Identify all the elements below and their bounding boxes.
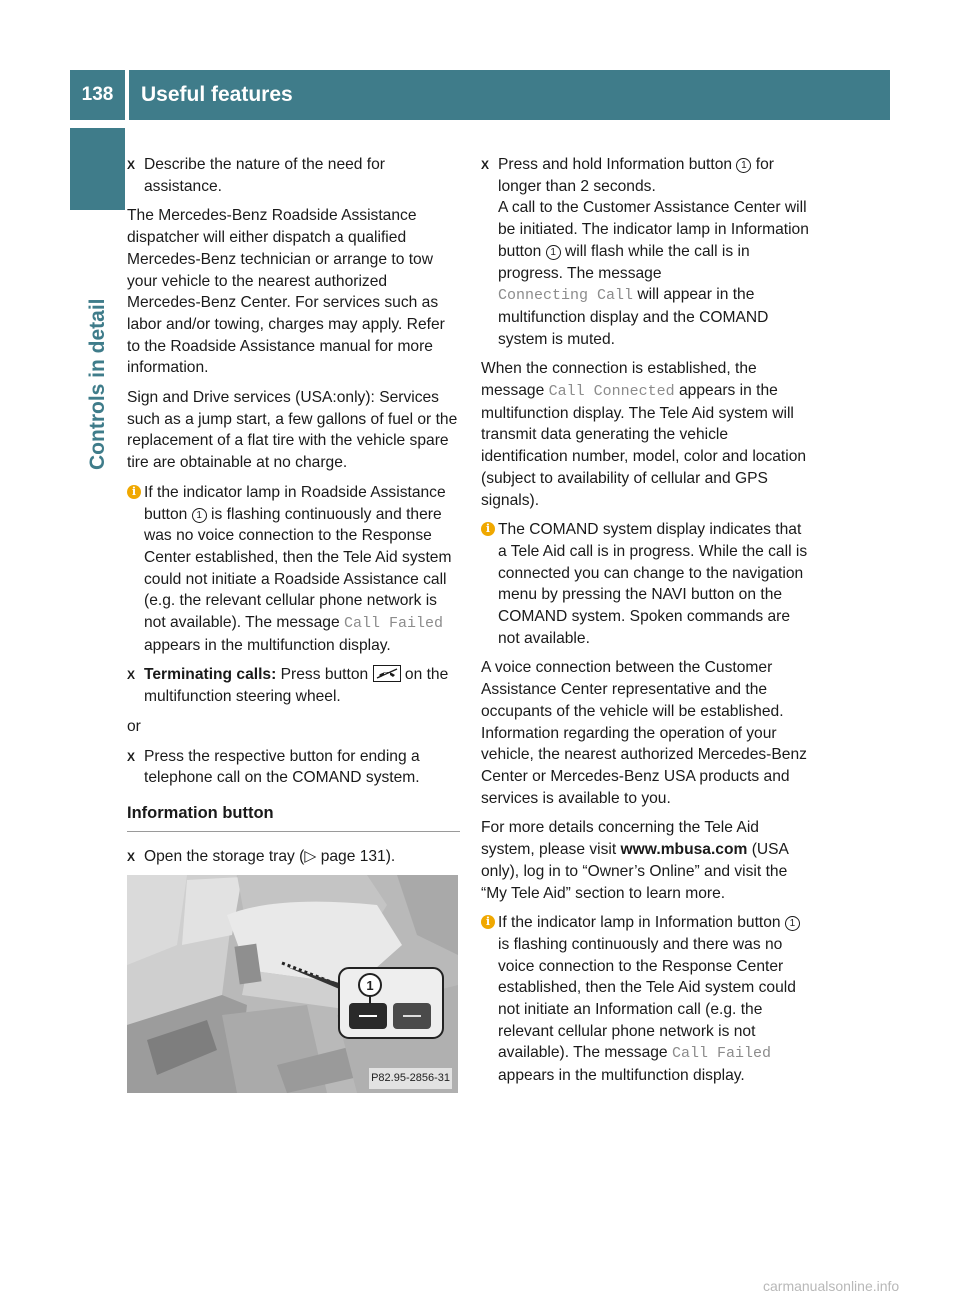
hang-up-icon (373, 665, 401, 682)
display-message: Connecting Call (498, 287, 634, 305)
page-ref-arrow-icon: ▷ (304, 847, 321, 865)
instruction-step: X Press the respective button for ending a telephone call on the COMAND system. (127, 747, 420, 787)
storage-tray-illustration (127, 875, 458, 1093)
display-message: Call Failed (671, 1045, 771, 1063)
instruction-step: X Terminating calls: Press button on the multifunction steering wheel. (127, 666, 449, 706)
display-message: Call Failed (343, 615, 443, 633)
paragraph: Sign and Drive services (USA:only): Services such as a jump start, a few gallons of fuel or the replacement of a flat tire with the vehicle spare tire are obtainable at no charge. (127, 389, 458, 472)
info-note: i If the indicator lamp in Information button 1 is flashing continuously and there was no voice connection to the Response Center established, then the Tele Aid system could not initiate an Information call (e.g. the relevant cellular phone network is not available). The message Call Failed appears in the multifunction display. (481, 912, 814, 1087)
storage-tray-figure (127, 875, 458, 1093)
marker-1-icon: 1 (546, 245, 561, 260)
section-heading: Information button (127, 803, 460, 832)
info-note: i The COMAND system display indicates that a Tele Aid call is in progress. While the call is connected you can change to the navigation menu by pressing the NAVI button on the COMAND system. Spoken commands are not available. (481, 519, 814, 649)
info-note: i If the indicator lamp in Roadside Assistance button 1 is flashing continuously and there was no voice connection to the Response Center established, then the Tele Aid system could not initiate a Roadside Assistance call (e.g. the relevant cellular phone network is not available). The message Call Failed appears in the multifunction display. (127, 482, 460, 657)
instruction-step: X Press and hold Information button 1 for longer than 2 seconds. A call to the Customer Assistance Center will be initiated. The indicator lamp in Information button 1 will flash while the call is in progress. The message Connecting Call will appear in the multifunction display and the COMAND system is muted. (481, 156, 809, 348)
info-icon: i (481, 522, 495, 536)
paragraph: For more details concerning the Tele Aid system, please visit www.mbusa.com (USA only), log in to “Owner’s Online” and visit the “My Tele Aid” section to learn more. (481, 819, 789, 902)
left-column (127, 154, 460, 1093)
right-column (481, 154, 814, 1095)
info-icon: i (481, 915, 495, 929)
step-arrow-icon: X (127, 668, 136, 683)
section-title: Useful features (129, 70, 890, 120)
marker-1-icon: 1 (736, 158, 751, 173)
sidebar-tab (70, 128, 125, 210)
website-link[interactable]: www.mbusa.com (620, 841, 748, 859)
step-arrow-icon: X (481, 158, 490, 172)
marker-1-icon: 1 (785, 916, 800, 931)
step-arrow-icon: X (127, 158, 136, 172)
or-label: or (127, 717, 141, 735)
footer-watermark: carmanualsonline.info (763, 1278, 900, 1294)
paragraph: When the connection is established, the message Call Connected appears in the multifunction display. The Tele Aid system will transmit data generating the vehicle identification number, model, color and location (subject to availability of cellular and GPS signals). (481, 360, 807, 509)
callout-marker: 1 (366, 978, 374, 994)
step-arrow-icon: X (127, 749, 136, 764)
instruction-step: X Open the storage tray (▷ page 131). (127, 846, 460, 868)
display-message: Call Connected (548, 383, 675, 401)
paragraph: A voice connection between the Customer Assistance Center representative and the occupants of the vehicle will be established. Information regarding the operation of your vehicle, the nearest authorized Mercedes-Benz Center or Mercedes-Benz USA products and services is available to you. (481, 659, 807, 807)
page-link[interactable]: page 131 (320, 847, 386, 865)
page-number: 138 (70, 70, 125, 120)
step-arrow-icon: X (127, 849, 136, 864)
figure-code: P82.95-2856-31 (369, 1068, 452, 1090)
paragraph: The Mercedes-Benz Roadside Assistance dispatcher will either dispatch a qualified Mercedes-Benz technician or arrange to tow your vehicle to the nearest authorized Mercedes-Benz Center. For services such as labor and/or towing, charges may apply. Refer to the Roadside Assistance manual for more information. (127, 207, 445, 377)
info-icon: i (127, 485, 141, 499)
instruction-step: X Describe the nature of the need for assistance. (127, 156, 385, 195)
marker-1-icon: 1 (192, 508, 207, 523)
